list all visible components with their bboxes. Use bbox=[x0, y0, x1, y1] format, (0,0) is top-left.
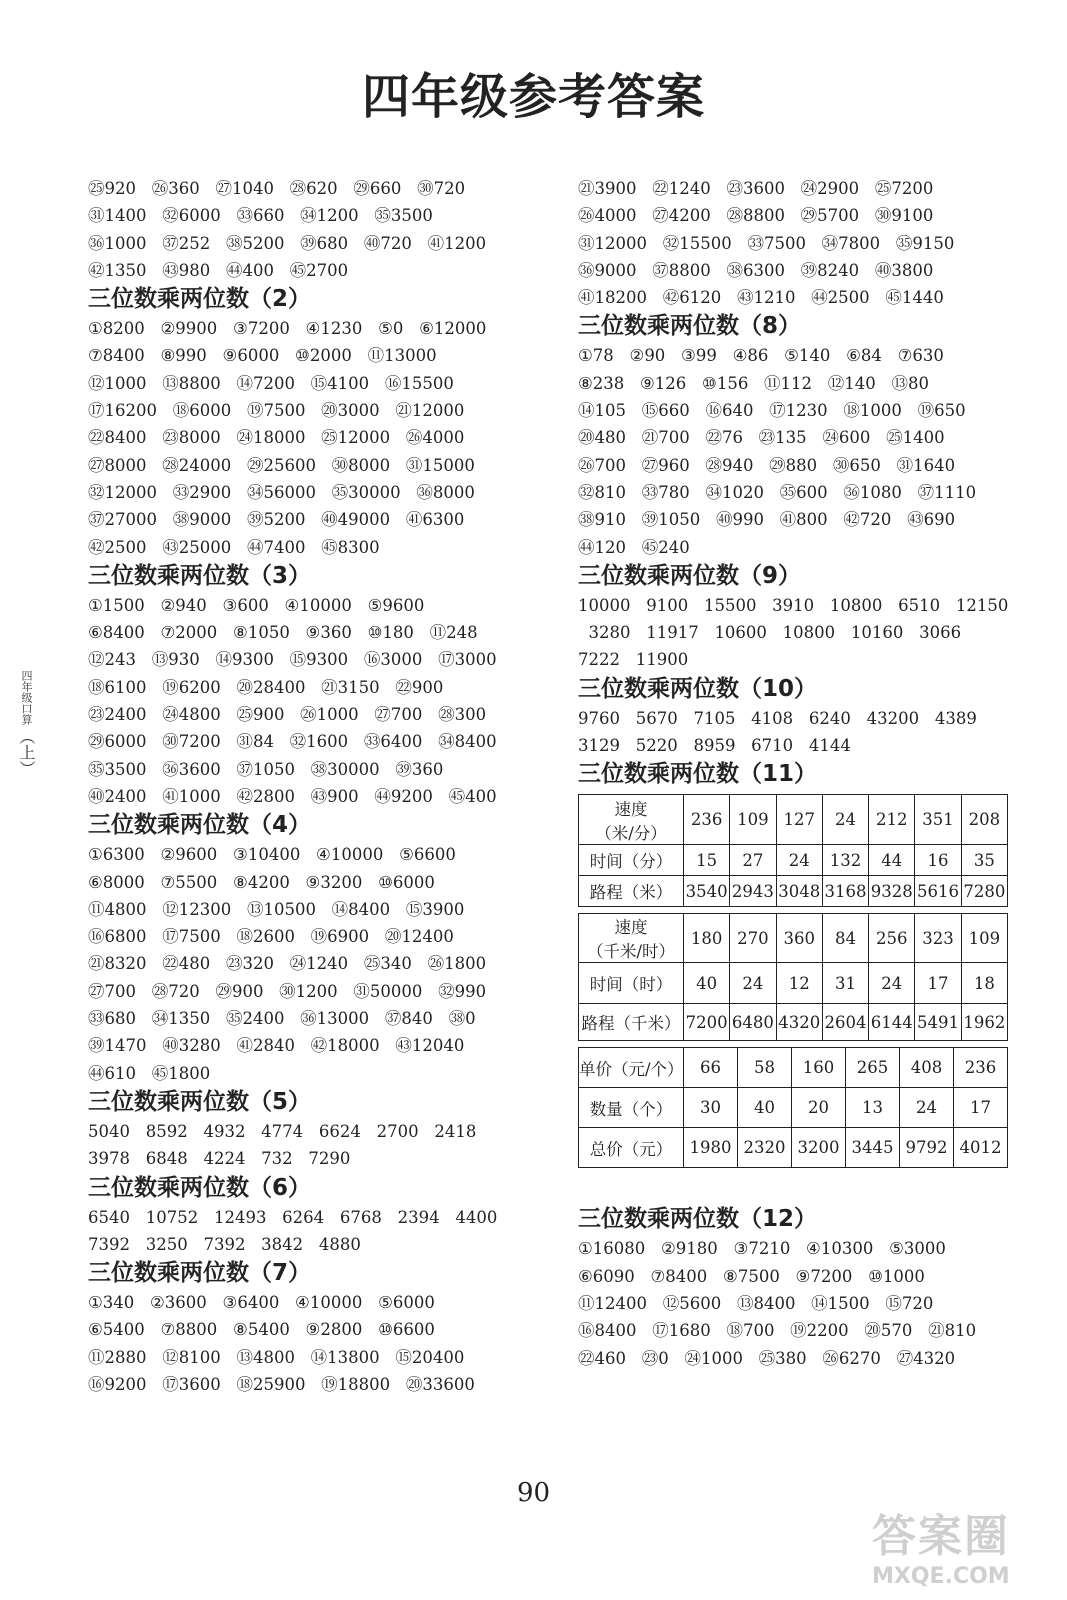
table-cell: 360 bbox=[776, 914, 822, 963]
table-cell: 84 bbox=[822, 914, 868, 963]
answer-section bbox=[88, 1173, 558, 1259]
table-cell: 12 bbox=[776, 963, 822, 1004]
watermark-url: MXQE.COM bbox=[872, 1564, 1010, 1589]
table-cell: 24 bbox=[900, 1088, 954, 1128]
answer-line: ㉒460 ㉓0 ㉔1000 ㉕380 ㉖6270 ㉗4320 bbox=[578, 1348, 956, 1368]
table-cell: 180 bbox=[684, 914, 730, 963]
answer-line: ⑪2880 ⑫8100 ⑬4800 ⑭13800 ⑮20400 bbox=[88, 1347, 465, 1367]
answer-line: 3978 6848 4224 732 7290 bbox=[88, 1149, 351, 1169]
answer-line: 9760 5670 7105 4108 6240 43200 4389 bbox=[578, 708, 977, 728]
table-cell: 236 bbox=[954, 1048, 1008, 1088]
answer-line: ⑥8000 ⑦5500 ⑧4200 ⑨3200 ⑩6000 bbox=[88, 872, 435, 892]
answer-line: ①1500 ②940 ③600 ④10000 ⑤9600 bbox=[88, 595, 425, 615]
answer-line: ⑳480 ㉑700 ㉒76 ㉓135 ㉔600 ㉕1400 bbox=[578, 428, 945, 448]
table-cell: 127 bbox=[776, 795, 822, 845]
answer-line: ㊳910 ㊴1050 ㊵990 ㊶800 ㊷720 ㊸690 bbox=[578, 510, 956, 530]
table-cell: 16 bbox=[915, 845, 961, 876]
answer-line: ⑭105 ⑮660 ⑯640 ⑰1230 ⑱1000 ⑲650 bbox=[578, 401, 966, 421]
table-cell: 3048 bbox=[776, 876, 822, 907]
table-cell: 24 bbox=[869, 963, 915, 1004]
table-cell: 58 bbox=[738, 1048, 792, 1088]
answer-line: ⑰16200 ⑱6000 ⑲7500 ⑳3000 ㉑12000 bbox=[88, 401, 465, 421]
table-cell: 2604 bbox=[822, 1004, 868, 1041]
answer-section bbox=[578, 561, 1018, 674]
table-row bbox=[579, 876, 1008, 907]
answer-line: ㊷1350 ㊸980 ㊹400 ㊺2700 bbox=[88, 260, 349, 280]
table-row bbox=[579, 795, 1008, 845]
table-cell: 30 bbox=[684, 1088, 738, 1128]
page-title: 四年级参考答案 bbox=[361, 69, 705, 125]
table-cell: 24 bbox=[730, 963, 776, 1004]
side-label-small: 四年级口算 bbox=[20, 670, 33, 725]
answer-table bbox=[578, 794, 1008, 907]
table-cell: 408 bbox=[900, 1048, 954, 1088]
answer-line: 5040 8592 4932 4774 6624 2700 2418 bbox=[88, 1121, 477, 1141]
answer-line: ⑥8400 ⑦2000 ⑧1050 ⑨360 ⑩180 ⑪248 bbox=[88, 623, 478, 643]
answer-section bbox=[88, 810, 558, 1087]
row-label: 总价（元） bbox=[579, 1128, 684, 1168]
table-cell: 66 bbox=[684, 1048, 738, 1088]
answer-line: ㉗8000 ㉘24000 ㉙25600 ㉚8000 ㉛15000 bbox=[88, 455, 475, 475]
page-number: 90 bbox=[516, 1478, 551, 1508]
table-cell: 40 bbox=[684, 963, 730, 1004]
answer-line: ㊹120 ㊺240 bbox=[578, 537, 690, 557]
answer-line: ㊲27000 ㊳9000 ㊴5200 ㊵49000 ㊶6300 bbox=[88, 510, 465, 530]
table-cell: 323 bbox=[915, 914, 961, 963]
answer-line: ⑫243 ⑬930 ⑭9300 ⑮9300 ⑯3000 ⑰3000 bbox=[88, 650, 497, 670]
table-row bbox=[579, 845, 1008, 876]
answer-section bbox=[88, 1087, 558, 1173]
answer-line: ①8200 ②9900 ③7200 ④1230 ⑤0 ⑥12000 bbox=[88, 319, 487, 339]
section-heading: 三位数乘两位数（7） bbox=[88, 1260, 312, 1287]
answer-line: ㊴1470 ㊵3280 ㊶2840 ㊷18000 ㊸12040 bbox=[88, 1036, 465, 1056]
table-cell: 9792 bbox=[900, 1128, 954, 1168]
answer-line: ㊹610 ㊺1800 bbox=[88, 1063, 211, 1083]
table-cell: 31 bbox=[822, 963, 868, 1004]
table-cell: 265 bbox=[846, 1048, 900, 1088]
table-cell: 256 bbox=[869, 914, 915, 963]
answer-section bbox=[578, 175, 1018, 311]
answer-line: 10000 9100 15500 3910 10800 6510 12150 bbox=[578, 595, 1009, 615]
row-label: 路程（米） bbox=[579, 876, 684, 907]
watermark bbox=[872, 1500, 1062, 1590]
answer-line: 3129 5220 8959 6710 4144 bbox=[578, 736, 851, 756]
answer-line: ⑪4800 ⑫12300 ⑬10500 ⑭8400 ⑮3900 bbox=[88, 899, 465, 919]
side-label-big: （上） bbox=[17, 728, 36, 777]
answer-line: ⑯6800 ⑰7500 ⑱2600 ⑲6900 ⑳12400 bbox=[88, 927, 454, 947]
table-cell: 18 bbox=[961, 963, 1007, 1004]
table-cell: 35 bbox=[961, 845, 1007, 876]
answer-section bbox=[578, 674, 1018, 760]
answer-line: 7222 11900 bbox=[578, 650, 689, 670]
section-heading: 三位数乘两位数（8） bbox=[578, 313, 802, 340]
answer-line: ㉗700 ㉘720 ㉙900 ㉚1200 ㉛50000 ㉜990 bbox=[88, 981, 487, 1001]
section-heading: 三位数乘两位数（5） bbox=[88, 1088, 312, 1115]
section-heading: 三位数乘两位数（2） bbox=[88, 286, 312, 313]
answer-line: ①340 ②3600 ③6400 ④10000 ⑤6000 bbox=[88, 1293, 435, 1313]
table-cell: 6144 bbox=[869, 1004, 915, 1041]
table-cell: 270 bbox=[730, 914, 776, 963]
table-cell: 6480 bbox=[730, 1004, 776, 1041]
answer-table bbox=[578, 1047, 1008, 1168]
side-label bbox=[14, 670, 38, 777]
table-cell: 15 bbox=[684, 845, 730, 876]
answer-line: ㊷2500 ㊸25000 ㊹7400 ㊺8300 bbox=[88, 537, 380, 557]
section-heading: 三位数乘两位数（10） bbox=[578, 675, 818, 702]
answer-line: ㉛1400 ㉜6000 ㉝660 ㉞1200 ㉟3500 bbox=[88, 206, 433, 226]
answer-line: ㉝680 ㉞1350 ㉟2400 ㊱13000 ㊲840 ㊳0 bbox=[88, 1009, 476, 1029]
table-row bbox=[579, 1088, 1008, 1128]
answer-line: ㉜810 ㉝780 ㉞1020 ㉟600 ㊱1080 ㊲1110 bbox=[578, 482, 977, 502]
table-cell: 236 bbox=[684, 795, 730, 845]
answer-line: 7392 3250 7392 3842 4880 bbox=[88, 1234, 361, 1254]
table-cell: 3445 bbox=[846, 1128, 900, 1168]
watermark-logo-text: 答案圈 bbox=[872, 1511, 1010, 1562]
table-cell: 5616 bbox=[915, 876, 961, 907]
table-cell: 44 bbox=[869, 845, 915, 876]
row-label: 路程（千米） bbox=[579, 1004, 684, 1041]
answer-line: ㉕920 ㉖360 ㉗1040 ㉘620 ㉙660 ㉚720 bbox=[88, 179, 466, 198]
answer-line: ⑧238 ⑨126 ⑩156 ⑪112 ⑫140 ⑬80 bbox=[578, 373, 930, 393]
answer-line: ㉛12000 ㉜15500 ㉝7500 ㉞7800 ㉟9150 bbox=[578, 233, 955, 253]
answer-line: ㉜12000 ㉝2900 ㉞56000 ㉟30000 ㊱8000 bbox=[88, 482, 475, 502]
section-heading: 三位数乘两位数（12） bbox=[578, 1206, 818, 1233]
table-cell: 2320 bbox=[738, 1128, 792, 1168]
row-label: 时间（分） bbox=[579, 845, 684, 876]
answer-line: ㉟3500 ㊱3600 ㊲1050 ㊳30000 ㊴360 bbox=[88, 759, 444, 779]
answer-line: ⑥5400 ⑦8800 ⑧5400 ⑨2800 ⑩6600 bbox=[88, 1320, 435, 1340]
table-cell: 40 bbox=[738, 1088, 792, 1128]
table-cell: 3168 bbox=[822, 876, 868, 907]
row-label: 速度 （千米/时） bbox=[579, 914, 684, 963]
section-heading: 三位数乘两位数（11） bbox=[578, 761, 818, 788]
answer-line: ㉑3900 ㉒1240 ㉓3600 ㉔2900 ㉕7200 bbox=[578, 179, 934, 198]
table-cell: 212 bbox=[869, 795, 915, 845]
answer-section bbox=[578, 1204, 1018, 1371]
answer-line: 6540 10752 12493 6264 6768 2394 4400 bbox=[88, 1207, 498, 1227]
table-cell: 13 bbox=[846, 1088, 900, 1128]
section-heading: 三位数乘两位数（3） bbox=[88, 562, 312, 589]
answer-tables bbox=[578, 794, 1018, 1168]
answer-line: ㉖4000 ㉗4200 ㉘8800 ㉙5700 ㉚9100 bbox=[578, 206, 934, 226]
table-cell: 351 bbox=[915, 795, 961, 845]
answer-line: ①78 ②90 ③99 ④86 ⑤140 ⑥84 ⑦630 bbox=[578, 346, 944, 366]
answer-line: ㉖700 ㉗960 ㉘940 ㉙880 ㉚650 ㉛1640 bbox=[578, 455, 956, 475]
table-cell: 208 bbox=[961, 795, 1007, 845]
answer-line: 3280 11917 10600 10800 10160 3066 bbox=[578, 623, 962, 643]
answer-line: ⑱6100 ⑲6200 ⑳28400 ㉑3150 ㉒900 bbox=[88, 677, 444, 697]
right-bottom-sections bbox=[578, 1204, 1018, 1371]
table-cell: 17 bbox=[915, 963, 961, 1004]
table-row bbox=[579, 1048, 1008, 1088]
table-cell: 109 bbox=[961, 914, 1007, 963]
table-cell: 24 bbox=[776, 845, 822, 876]
table-cell: 160 bbox=[792, 1048, 846, 1088]
table-row bbox=[579, 1004, 1008, 1041]
table-cell: 3540 bbox=[684, 876, 730, 907]
spacer bbox=[578, 1174, 1018, 1204]
answer-line: ⑯9200 ⑰3600 ⑱25900 ⑲18800 ⑳33600 bbox=[88, 1374, 475, 1394]
table-cell: 132 bbox=[822, 845, 868, 876]
answer-line: ㊱1000 ㊲252 ㊳5200 ㊴680 ㊵720 ㊶1200 bbox=[88, 233, 487, 253]
row-label: 速度 （米/分） bbox=[579, 795, 684, 845]
answer-line: ⑦8400 ⑧990 ⑨6000 ⑩2000 ⑪13000 bbox=[88, 346, 437, 366]
row-label: 单价（元/个） bbox=[579, 1048, 684, 1088]
left-column bbox=[88, 175, 558, 1398]
answer-line: ㊱9000 ㊲8800 ㊳6300 ㊴8240 ㊵3800 bbox=[578, 260, 934, 280]
answer-line: ①16080 ②9180 ③7210 ④10300 ⑤3000 bbox=[578, 1239, 946, 1259]
answer-section bbox=[578, 311, 1018, 560]
answer-section bbox=[88, 561, 558, 810]
row-label: 时间（时） bbox=[579, 963, 684, 1004]
table-cell: 20 bbox=[792, 1088, 846, 1128]
table-cell: 1980 bbox=[684, 1128, 738, 1168]
answer-line: ㊵2400 ㊶1000 ㊷2800 ㊸900 ㊹9200 ㊺400 bbox=[88, 786, 497, 806]
section-heading: 三位数乘两位数（4） bbox=[88, 812, 312, 839]
answer-line: ⑫1000 ⑬8800 ⑭7200 ⑮4100 ⑯15500 bbox=[88, 373, 454, 393]
table-cell: 4012 bbox=[954, 1128, 1008, 1168]
answer-line: ⑥6090 ⑦8400 ⑧7500 ⑨7200 ⑩1000 bbox=[578, 1266, 925, 1286]
table-cell: 17 bbox=[954, 1088, 1008, 1128]
table-cell: 24 bbox=[822, 795, 868, 845]
table-cell: 27 bbox=[730, 845, 776, 876]
right-top-sections bbox=[578, 175, 1018, 759]
answer-table bbox=[578, 913, 1008, 1041]
table-cell: 7200 bbox=[684, 1004, 730, 1041]
answer-line: ⑪12400 ⑫5600 ⑬8400 ⑭1500 ⑮720 bbox=[578, 1293, 934, 1313]
row-label: 数量（个） bbox=[579, 1088, 684, 1128]
answer-section bbox=[88, 284, 558, 561]
table-row bbox=[579, 1128, 1008, 1168]
right-column bbox=[578, 175, 1018, 1372]
section-heading: 三位数乘两位数（6） bbox=[88, 1174, 312, 1201]
answer-line: ⑯8400 ⑰1680 ⑱700 ⑲2200 ⑳570 ㉑810 bbox=[578, 1321, 977, 1341]
answer-line: ㉓2400 ㉔4800 ㉕900 ㉖1000 ㉗700 ㉘300 bbox=[88, 705, 487, 725]
table-cell: 5491 bbox=[915, 1004, 961, 1041]
table-cell: 9328 bbox=[869, 876, 915, 907]
answer-section bbox=[88, 1258, 558, 1398]
answer-section bbox=[88, 175, 558, 284]
table-cell: 2943 bbox=[730, 876, 776, 907]
table-cell: 4320 bbox=[776, 1004, 822, 1041]
answer-line: ㊶18200 ㊷6120 ㊸1210 ㊹2500 ㊺1440 bbox=[578, 288, 944, 308]
section-heading: 三位数乘两位数（9） bbox=[578, 562, 802, 589]
answer-line: ①6300 ②9600 ③10400 ④10000 ⑤6600 bbox=[88, 845, 456, 865]
table-cell: 7280 bbox=[961, 876, 1007, 907]
table-cell: 1962 bbox=[961, 1004, 1007, 1041]
answer-line: ㉒8400 ㉓8000 ㉔18000 ㉕12000 ㉖4000 bbox=[88, 428, 465, 448]
table-cell: 3200 bbox=[792, 1128, 846, 1168]
table-row bbox=[579, 914, 1008, 963]
table-row bbox=[579, 963, 1008, 1004]
answer-line: ㉑8320 ㉒480 ㉓320 ㉔1240 ㉕340 ㉖1800 bbox=[88, 954, 487, 974]
answer-line: ㉙6000 ㉚7200 ㉛84 ㉜1600 ㉝6400 ㉞8400 bbox=[88, 732, 497, 752]
table-cell: 109 bbox=[730, 795, 776, 845]
